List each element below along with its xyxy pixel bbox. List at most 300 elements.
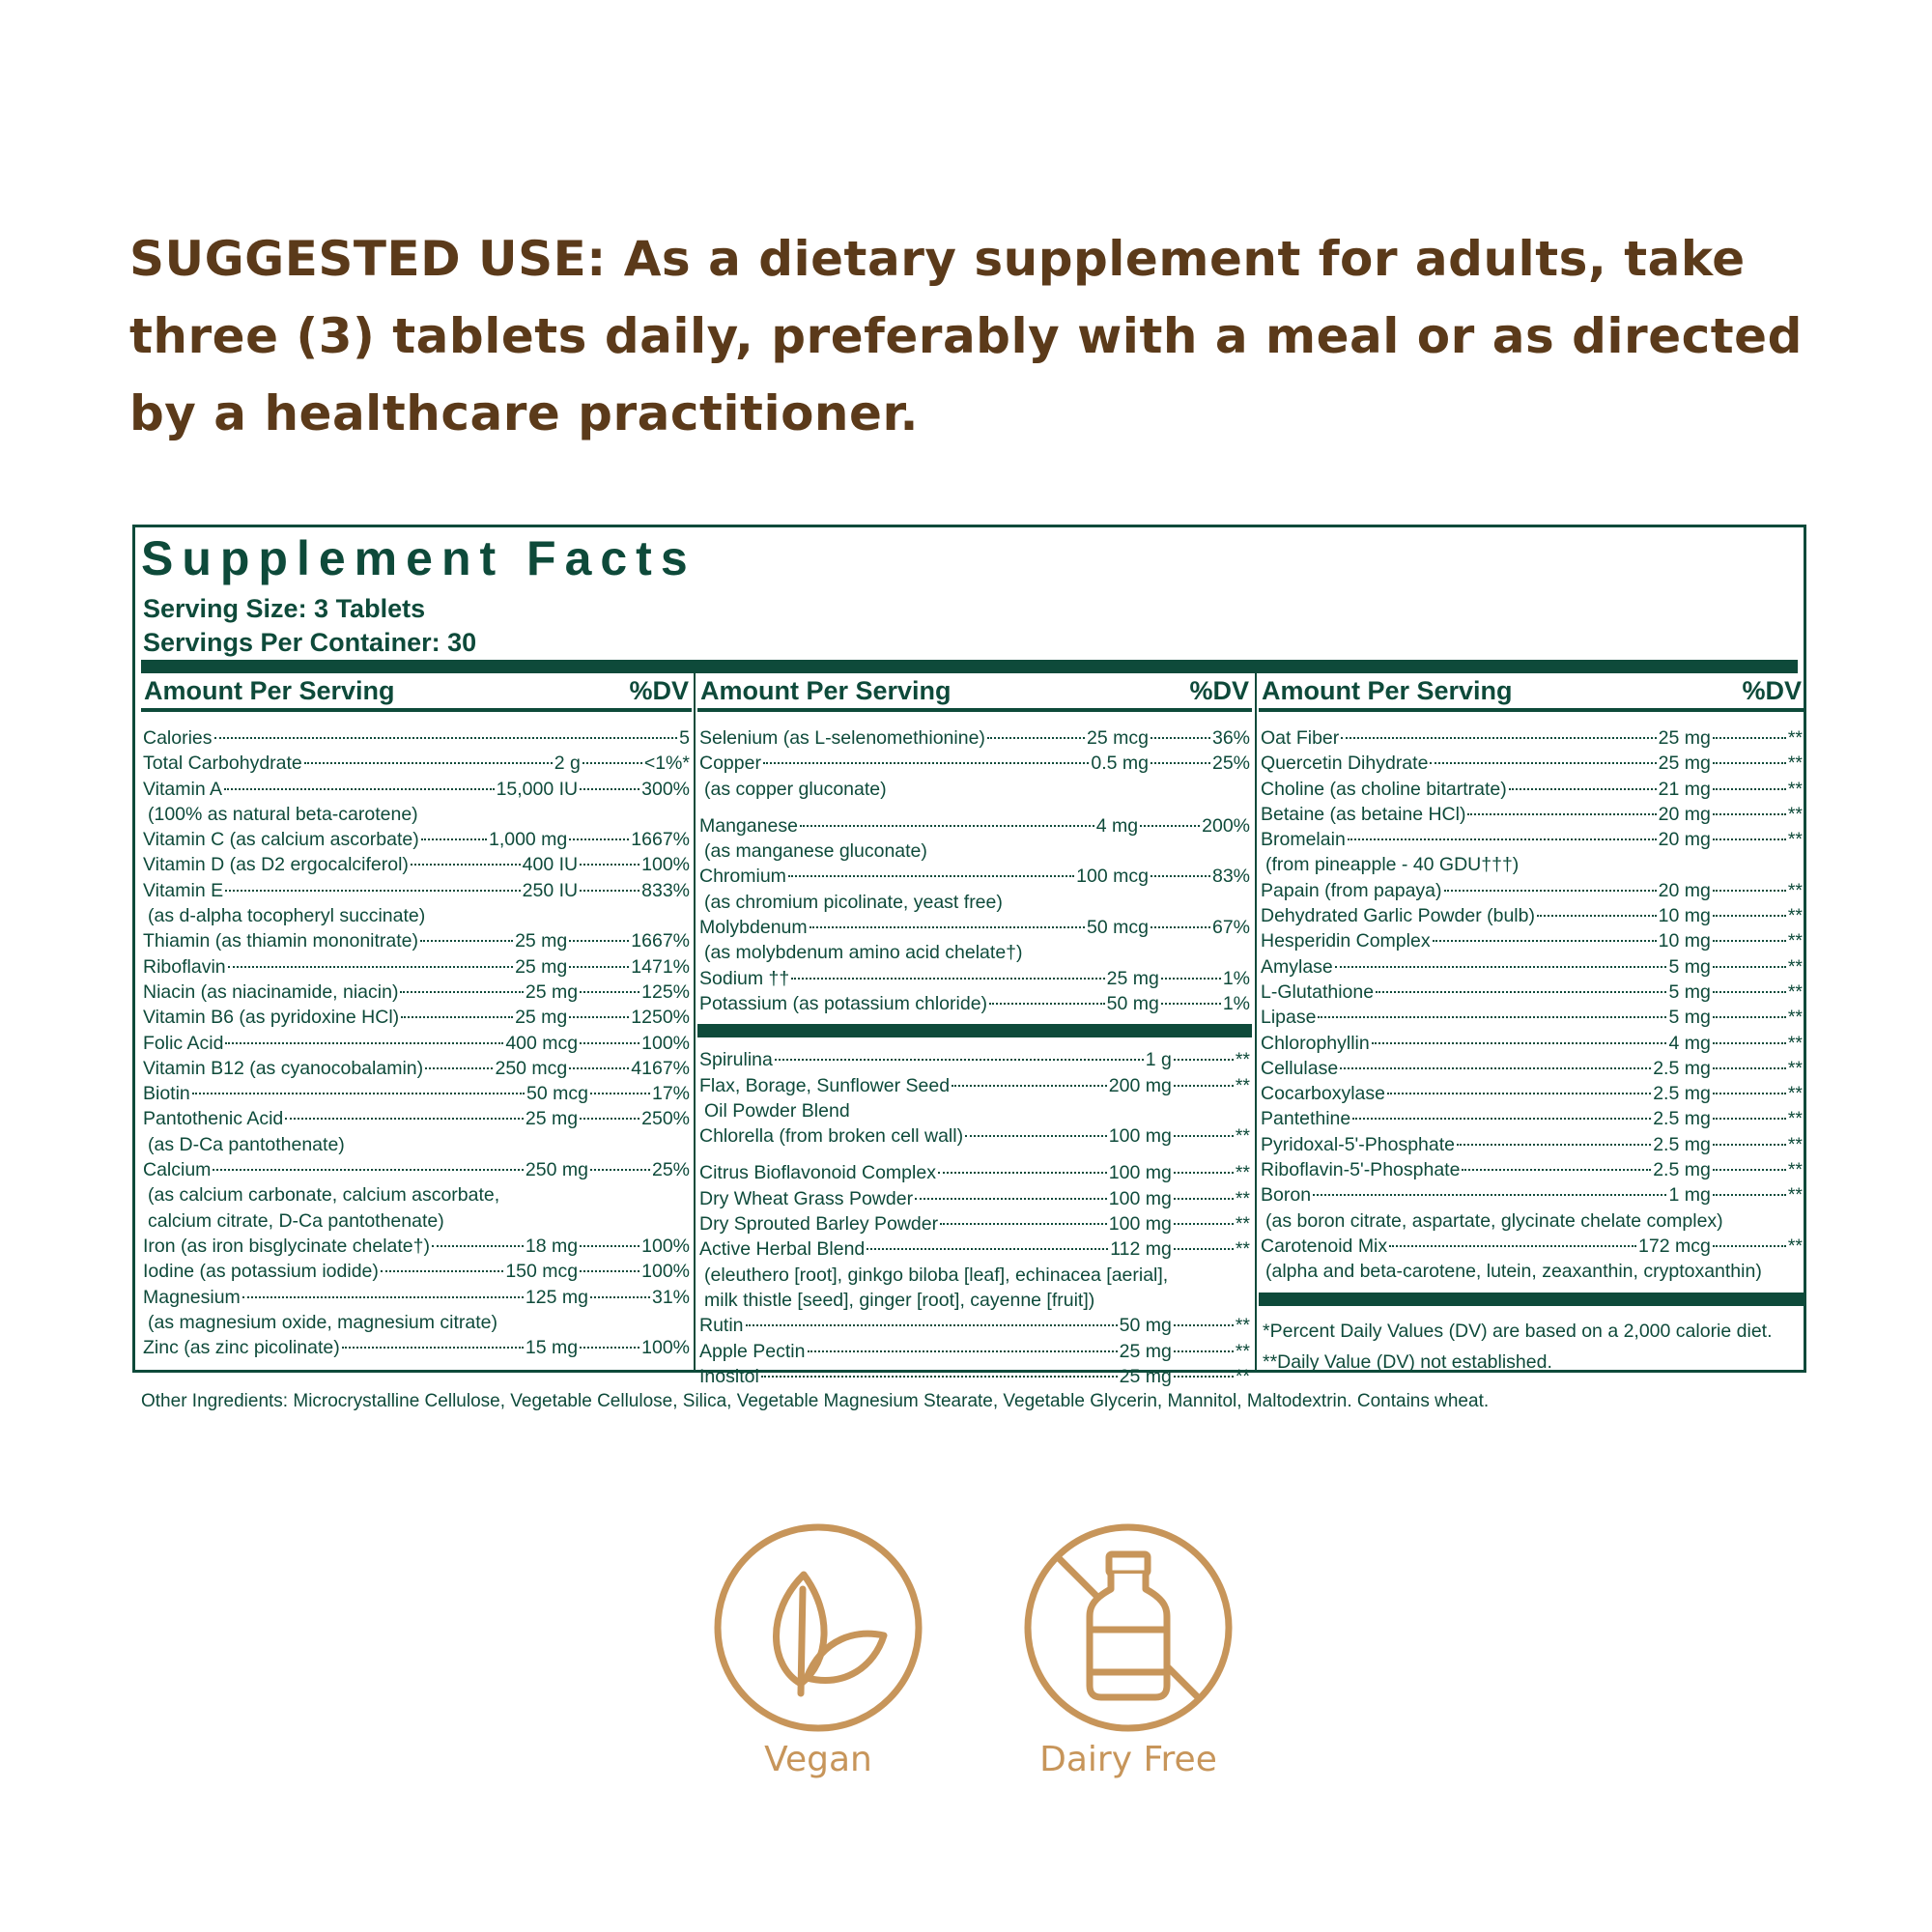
nutrient-row xyxy=(141,777,692,802)
nutrient-row xyxy=(1259,802,1804,827)
nutrient-amount: 10 mg xyxy=(1658,905,1711,927)
dot-leader xyxy=(1713,1118,1786,1120)
dot-leader xyxy=(1713,762,1786,764)
nutrient-dv: 4167% xyxy=(631,1057,690,1079)
nutrient-row xyxy=(697,1047,1252,1072)
nutrient-dv: ** xyxy=(1235,1238,1250,1261)
nutrient-name: Total Carbohydrate xyxy=(143,753,302,775)
nutrient-row xyxy=(697,725,1252,751)
nutrient-dv: ** xyxy=(1787,905,1803,927)
column-header xyxy=(697,673,1252,712)
nutrient-name: Cellulase xyxy=(1261,1057,1339,1079)
dot-leader xyxy=(580,864,639,866)
nutrient-name: Citrus Bioflavonoid Complex xyxy=(699,1162,936,1184)
nutrient-amount: 18 mg xyxy=(525,1235,579,1257)
nutrient-dv: ** xyxy=(1235,1162,1250,1184)
nutrient-row xyxy=(697,1160,1252,1185)
nutrient-row xyxy=(141,1106,692,1131)
nutrient-row xyxy=(1259,1031,1804,1056)
nutrient-row xyxy=(1259,903,1804,928)
nutrient-amount: 0.5 mg xyxy=(1091,753,1149,775)
nutrient-amount: 25 mg xyxy=(515,955,568,978)
nutrient-list xyxy=(1259,725,1804,1378)
dot-leader xyxy=(1713,788,1786,790)
dot-leader xyxy=(1161,1003,1221,1005)
nutrient-row xyxy=(697,915,1252,940)
nutrient-row xyxy=(697,1339,1252,1364)
nutrient-amount: 25 mg xyxy=(515,930,568,952)
dot-leader xyxy=(1444,890,1657,892)
nutrient-source-note: (as D-Ca pantothenate) xyxy=(148,1133,345,1155)
dv-label: %DV xyxy=(629,675,689,705)
dot-leader xyxy=(761,1376,1118,1378)
nutrient-row xyxy=(1259,1081,1804,1106)
nutrient-name: Copper xyxy=(699,753,761,775)
nutrient-source-note: milk thistle [seed], ginger [root], cayenne [fruit]) xyxy=(704,1289,1095,1311)
nutrient-row xyxy=(141,852,692,877)
nutrient-amount: 20 mg xyxy=(1658,829,1711,851)
footnote: *Percent Daily Values (DV) are based on a 2,000 calorie diet. xyxy=(1263,1320,1773,1342)
dot-leader xyxy=(1174,1059,1234,1061)
nutrient-list xyxy=(697,725,1252,1389)
dot-leader xyxy=(1174,1223,1234,1225)
nutrient-source-note: (eleuthero [root], ginkgo biloba [leaf], echinacea [aerial], xyxy=(704,1264,1169,1286)
dot-leader xyxy=(580,991,639,993)
nutrient-amount: 5 mg xyxy=(1668,955,1711,978)
dot-leader xyxy=(1713,890,1786,892)
dot-leader xyxy=(1713,813,1786,815)
nutrient-name: Cocarboxylase xyxy=(1261,1083,1385,1105)
nutrient-name: Lipase xyxy=(1261,1007,1317,1029)
nutrient-dv: ** xyxy=(1235,1187,1250,1209)
nutrient-amount: 25 mg xyxy=(1658,753,1711,775)
nutrient-dv: 31% xyxy=(651,1286,690,1308)
facts-column-1 xyxy=(141,673,692,1370)
nutrient-dv: 25% xyxy=(1211,753,1250,775)
nutrient-amount: 100 mg xyxy=(1108,1125,1172,1148)
dot-leader xyxy=(810,926,1085,928)
nutrient-dv: 100% xyxy=(641,1235,690,1257)
amount-per-serving-label: Amount Per Serving xyxy=(700,675,952,705)
nutrient-amount: 50 mcg xyxy=(526,1083,588,1105)
nutrient-dv: 1% xyxy=(1222,992,1250,1014)
nutrient-row xyxy=(141,928,692,953)
nutrient-name: Amylase xyxy=(1261,955,1333,978)
nutrient-dv: 67% xyxy=(1211,917,1250,939)
nutrient-name: Riboflavin-5'-Phosphate xyxy=(1261,1159,1461,1181)
nutrient-source-note: calcium citrate, D-Ca pantothenate) xyxy=(148,1209,444,1232)
nutrient-amount: 100 mcg xyxy=(1076,866,1149,888)
spacer xyxy=(697,802,1252,813)
nutrient-amount: 50 mg xyxy=(1106,992,1159,1014)
nutrient-name: Active Herbal Blend xyxy=(699,1238,866,1261)
nutrient-name: Flax, Borage, Sunflower Seed xyxy=(699,1074,951,1096)
nutrient-row xyxy=(697,1211,1252,1236)
nutrient-amount: 2.5 mg xyxy=(1653,1159,1711,1181)
nutrient-dv: ** xyxy=(1787,1184,1803,1207)
dot-leader xyxy=(242,1296,524,1298)
dot-leader xyxy=(1151,737,1210,739)
nutrient-source-note: (from pineapple - 40 GDU†††) xyxy=(1265,854,1520,876)
dot-leader xyxy=(582,762,642,764)
dot-leader xyxy=(420,940,513,942)
dot-leader xyxy=(1467,813,1656,815)
dot-leader xyxy=(1713,991,1786,993)
nutrient-name: Papain (from papaya) xyxy=(1261,879,1442,901)
nutrient-dv: <1%* xyxy=(643,753,690,775)
nutrient-amount: 50 mcg xyxy=(1087,917,1149,939)
nutrient-source-note: (as molybdenum amino acid chelate†) xyxy=(704,942,1023,964)
nutrient-name: Choline (as choline bitartrate) xyxy=(1261,778,1507,800)
dot-leader xyxy=(938,1172,1107,1174)
dot-leader xyxy=(1462,1169,1651,1171)
nutrient-dv: 100% xyxy=(641,1337,690,1359)
dot-leader xyxy=(1174,1350,1234,1352)
dot-leader xyxy=(580,1347,639,1349)
badge-label: Vegan xyxy=(764,1740,872,1779)
nutrient-amount: 250 IU xyxy=(522,879,579,901)
dot-leader xyxy=(867,1248,1108,1250)
nutrient-name: Potassium (as potassium chloride) xyxy=(699,992,988,1014)
nutrient-amount: 25 mg xyxy=(1106,967,1159,989)
nutrient-source-note: (as boron citrate, aspartate, glycinate chelate complex) xyxy=(1265,1209,1723,1232)
nutrient-dv: ** xyxy=(1235,1125,1250,1148)
nutrient-name: Riboflavin xyxy=(143,955,226,978)
nutrient-amount: 112 mg xyxy=(1110,1238,1172,1261)
dot-leader xyxy=(1161,978,1221,980)
nutrient-amount: 25 mg xyxy=(1658,727,1711,749)
nutrient-row xyxy=(141,1031,692,1056)
no-milk-bottle-icon xyxy=(1022,1521,1235,1734)
nutrient-row xyxy=(141,1285,692,1310)
nutrient-row xyxy=(141,827,692,852)
dairy-free-badge xyxy=(1022,1521,1235,1779)
nutrient-name: Inositol xyxy=(699,1365,759,1387)
nutrient-amount: 20 mg xyxy=(1658,803,1711,825)
nutrient-amount: 1 g xyxy=(1145,1049,1172,1071)
nutrient-amount: 50 mg xyxy=(1119,1315,1172,1337)
nutrient-amount: 5 mg xyxy=(1668,1007,1711,1029)
dot-leader xyxy=(224,788,495,790)
nutrient-source-note: (as chromium picolinate, yeast free) xyxy=(704,891,1003,913)
nutrient-name: Boron xyxy=(1261,1184,1312,1207)
nutrient-row xyxy=(1259,1005,1804,1030)
nutrient-row xyxy=(141,954,692,980)
nutrient-dv: 25% xyxy=(651,1159,690,1181)
nutrient-source-note: (as magnesium oxide, magnesium citrate) xyxy=(148,1311,497,1333)
nutrient-amount: 150 mcg xyxy=(505,1261,579,1283)
dot-leader xyxy=(1713,1093,1786,1094)
nutrient-name: Thiamin (as thiamin mononitrate) xyxy=(143,930,419,952)
section-divider-bar xyxy=(1259,1293,1804,1306)
nutrient-name: Calcium xyxy=(143,1159,212,1181)
dot-leader xyxy=(746,1324,1118,1326)
nutrient-row xyxy=(697,1073,1252,1098)
dot-leader xyxy=(285,1118,524,1120)
nutrient-dv: ** xyxy=(1235,1049,1250,1071)
nutrient-name: Chlorella (from broken cell wall) xyxy=(699,1125,964,1148)
nutrient-amount: 1,000 mg xyxy=(488,829,568,851)
nutrient-amount: 25 mg xyxy=(1119,1365,1172,1387)
nutrient-name: Vitamin C (as calcium ascorbate) xyxy=(143,829,419,851)
dot-leader xyxy=(788,875,1074,877)
nutrient-name: Vitamin B12 (as cyanocobalamin) xyxy=(143,1057,424,1079)
dot-leader xyxy=(192,1093,525,1094)
nutrient-row xyxy=(697,751,1252,776)
dot-leader xyxy=(569,1067,629,1069)
nutrient-name: Dry Sprouted Barley Powder xyxy=(699,1213,939,1236)
column-header xyxy=(1259,673,1804,712)
nutrient-row xyxy=(697,1364,1252,1389)
dot-leader xyxy=(791,978,1104,980)
nutrient-dv: ** xyxy=(1787,1007,1803,1029)
nutrient-source-note: (as copper gluconate) xyxy=(704,778,887,800)
nutrient-name: Niacin (as niacinamide, niacin) xyxy=(143,980,399,1003)
dot-leader xyxy=(775,1059,1144,1061)
nutrient-source-note: (as manganese gluconate) xyxy=(704,840,927,863)
nutrient-row xyxy=(697,1123,1252,1149)
nutrient-dv: 1250% xyxy=(631,1007,690,1029)
dot-leader xyxy=(1174,1376,1234,1378)
dot-leader xyxy=(1151,926,1210,928)
dot-leader xyxy=(1713,940,1786,942)
nutrient-row xyxy=(1259,980,1804,1005)
nutrient-row xyxy=(697,1186,1252,1211)
dot-leader xyxy=(1713,966,1786,968)
badge-label: Dairy Free xyxy=(1039,1740,1217,1779)
nutrient-name: Dry Wheat Grass Powder xyxy=(699,1187,914,1209)
nutrient-dv: ** xyxy=(1787,1032,1803,1054)
nutrient-amount: 2 g xyxy=(554,753,581,775)
dot-leader xyxy=(800,825,1094,827)
dot-leader xyxy=(400,991,523,993)
nutrient-dv: ** xyxy=(1787,955,1803,978)
nutrient-row xyxy=(141,980,692,1005)
dot-leader xyxy=(1174,1172,1234,1174)
nutrient-name: Biotin xyxy=(143,1083,190,1105)
dot-leader xyxy=(225,1042,503,1044)
nutrient-name: Vitamin D (as D2 ergocalciferol) xyxy=(143,854,409,876)
nutrient-name: Chlorophyllin xyxy=(1261,1032,1370,1054)
nutrient-dv: ** xyxy=(1235,1213,1250,1236)
dot-leader xyxy=(228,966,513,968)
nutrient-dv: ** xyxy=(1787,1159,1803,1181)
nutrient-row xyxy=(1259,1182,1804,1208)
dot-leader xyxy=(381,1270,503,1272)
nutrient-dv: 250% xyxy=(641,1108,690,1130)
dot-leader xyxy=(1537,915,1657,917)
dot-leader xyxy=(411,864,521,866)
nutrient-name: Spirulina xyxy=(699,1049,773,1071)
dot-leader xyxy=(1430,762,1656,764)
nutrient-amount: 5 xyxy=(679,727,690,749)
nutrient-dv: 125% xyxy=(641,980,690,1003)
nutrient-row xyxy=(141,1081,692,1106)
nutrient-name: Molybdenum xyxy=(699,917,808,939)
serving-size: Serving Size: 3 Tablets xyxy=(143,594,426,623)
column-divider xyxy=(1255,673,1257,1370)
nutrient-name: Folic Acid xyxy=(143,1032,224,1054)
dot-leader xyxy=(213,1169,523,1171)
nutrient-row xyxy=(141,1005,692,1030)
supplement-facts-panel xyxy=(132,525,1806,1387)
nutrient-row xyxy=(697,864,1252,889)
dot-leader xyxy=(580,1270,639,1272)
nutrient-amount: 2.5 mg xyxy=(1653,1083,1711,1105)
nutrient-dv: ** xyxy=(1787,1133,1803,1155)
nutrient-dv: ** xyxy=(1787,778,1803,800)
nutrient-dv: 1667% xyxy=(631,829,690,851)
nutrient-amount: 25 mg xyxy=(515,1007,568,1029)
dot-leader xyxy=(580,788,639,790)
nutrient-amount: 2.5 mg xyxy=(1653,1057,1711,1079)
dot-leader xyxy=(1335,966,1667,968)
nutrient-amount: 10 mg xyxy=(1658,930,1711,952)
nutrient-dv: 100% xyxy=(641,854,690,876)
dot-leader xyxy=(225,890,521,892)
nutrient-dv: ** xyxy=(1787,753,1803,775)
nutrient-row xyxy=(141,1157,692,1182)
nutrient-name: Quercetin Dihydrate xyxy=(1261,753,1429,775)
nutrient-name: Hesperidin Complex xyxy=(1261,930,1431,952)
dot-leader xyxy=(989,1003,1105,1005)
nutrient-row xyxy=(697,1313,1252,1338)
dot-leader xyxy=(421,838,487,840)
dot-leader xyxy=(401,1016,513,1018)
nutrient-name: Calories xyxy=(143,727,213,749)
dot-leader xyxy=(1352,1118,1651,1120)
nutrient-name: Rutin xyxy=(699,1315,744,1337)
dot-leader xyxy=(1713,838,1786,840)
nutrient-dv: ** xyxy=(1235,1074,1250,1096)
dot-leader xyxy=(1387,1093,1651,1094)
nutrient-dv: ** xyxy=(1787,803,1803,825)
nutrient-amount: 25 mg xyxy=(525,980,579,1003)
nutrient-amount: 400 IU xyxy=(522,854,579,876)
dot-leader xyxy=(569,1016,629,1018)
nutrient-row xyxy=(1259,1157,1804,1182)
nutrient-amount: 200 mg xyxy=(1108,1074,1172,1096)
dot-leader xyxy=(1174,1085,1234,1087)
nutrient-dv: ** xyxy=(1787,1057,1803,1079)
nutrient-amount: 2.5 mg xyxy=(1653,1133,1711,1155)
dot-leader xyxy=(304,762,553,764)
dot-leader xyxy=(580,1118,639,1120)
nutrient-row xyxy=(141,1234,692,1259)
nutrient-amount: 5 mg xyxy=(1668,980,1711,1003)
nutrient-row xyxy=(1259,928,1804,953)
column-divider xyxy=(694,673,696,1370)
nutrient-name: Pyridoxal-5'-Phosphate xyxy=(1261,1133,1455,1155)
nutrient-dv: 17% xyxy=(651,1083,690,1105)
nutrient-name: Pantothenic Acid xyxy=(143,1108,284,1130)
nutrient-amount: 25 mg xyxy=(525,1108,579,1130)
nutrient-row xyxy=(141,725,692,751)
dot-leader xyxy=(1151,875,1210,877)
nutrient-amount: 250 mcg xyxy=(495,1057,568,1079)
nutrient-dv: 833% xyxy=(641,879,690,901)
dot-leader xyxy=(1713,1067,1786,1069)
facts-column-2 xyxy=(697,673,1252,1387)
nutrient-amount: 21 mg xyxy=(1658,778,1711,800)
nutrient-dv: ** xyxy=(1787,1235,1803,1257)
header-divider-bar xyxy=(141,660,1798,673)
nutrient-row xyxy=(697,966,1252,991)
nutrient-name: Bromelain xyxy=(1261,829,1346,851)
nutrient-dv: ** xyxy=(1235,1315,1250,1337)
nutrient-source-note: (100% as natural beta-carotene) xyxy=(148,803,418,825)
nutrient-dv: ** xyxy=(1787,1083,1803,1105)
nutrient-dv: 300% xyxy=(641,778,690,800)
nutrient-name: Magnesium xyxy=(143,1286,241,1308)
dot-leader xyxy=(1372,1042,1667,1044)
dot-leader xyxy=(1140,825,1200,827)
nutrient-amount: 4 mg xyxy=(1095,814,1139,837)
nutrient-amount: 15 mg xyxy=(525,1337,579,1359)
dot-leader xyxy=(1713,1042,1786,1044)
dot-leader xyxy=(1376,991,1666,993)
dot-leader xyxy=(569,940,629,942)
dot-leader xyxy=(763,762,1089,764)
other-ingredients-text: Other Ingredients: Microcrystalline Cellulose, Vegetable Cellulose, Silica, Vegetable Magnesium Stearate, Vegetable Glycerin, Mannitol, Maltodextrin. Contains wheat. xyxy=(141,1391,1490,1411)
nutrient-amount: 400 mcg xyxy=(505,1032,579,1054)
nutrient-name: Carotenoid Mix xyxy=(1261,1235,1388,1257)
nutrient-row xyxy=(1259,1056,1804,1081)
nutrient-source-note: Oil Powder Blend xyxy=(704,1099,850,1122)
nutrient-dv: 1471% xyxy=(631,955,690,978)
dot-leader xyxy=(1174,1324,1234,1326)
nutrient-name: L-Glutathione xyxy=(1261,980,1375,1003)
dot-leader xyxy=(590,1169,650,1171)
nutrient-row xyxy=(141,1259,692,1284)
nutrient-name: Vitamin B6 (as pyridoxine HCl) xyxy=(143,1007,400,1029)
dot-leader xyxy=(1340,1067,1651,1069)
nutrient-row xyxy=(697,991,1252,1016)
nutrient-dv: ** xyxy=(1235,1365,1250,1387)
nutrient-amount: 100 mg xyxy=(1108,1187,1172,1209)
nutrient-row xyxy=(1259,1106,1804,1131)
dot-leader xyxy=(808,1350,1118,1352)
nutrient-source-note: (as d-alpha tocopheryl succinate) xyxy=(148,905,426,927)
nutrient-source-note: (as calcium carbonate, calcium ascorbate, xyxy=(148,1184,500,1207)
dot-leader xyxy=(580,1042,639,1044)
nutrient-name: Vitamin E xyxy=(143,879,224,901)
nutrient-row xyxy=(697,1236,1252,1262)
nutrient-dv: 100% xyxy=(641,1261,690,1283)
nutrient-amount: 100 mg xyxy=(1108,1162,1172,1184)
dv-label: %DV xyxy=(1742,675,1802,705)
dot-leader xyxy=(1174,1198,1234,1200)
nutrient-amount: 100 mg xyxy=(1108,1213,1172,1236)
nutrient-dv: ** xyxy=(1787,727,1803,749)
leaf-icon xyxy=(712,1521,924,1734)
dot-leader xyxy=(1341,737,1656,739)
dot-leader xyxy=(915,1198,1107,1200)
dot-leader xyxy=(1713,1169,1786,1171)
nutrient-dv: 36% xyxy=(1211,727,1250,749)
nutrient-name: Apple Pectin xyxy=(699,1340,806,1362)
amount-per-serving-label: Amount Per Serving xyxy=(144,675,395,705)
nutrient-dv: ** xyxy=(1787,1108,1803,1130)
dot-leader xyxy=(1174,1135,1234,1137)
dot-leader xyxy=(965,1135,1107,1137)
servings-per-container: Servings Per Container: 30 xyxy=(143,628,477,657)
dot-leader xyxy=(569,966,629,968)
nutrient-list xyxy=(141,725,692,1360)
column-header xyxy=(141,673,692,712)
nutrient-amount: 125 mg xyxy=(525,1286,588,1308)
nutrient-amount: 250 mg xyxy=(525,1159,588,1181)
